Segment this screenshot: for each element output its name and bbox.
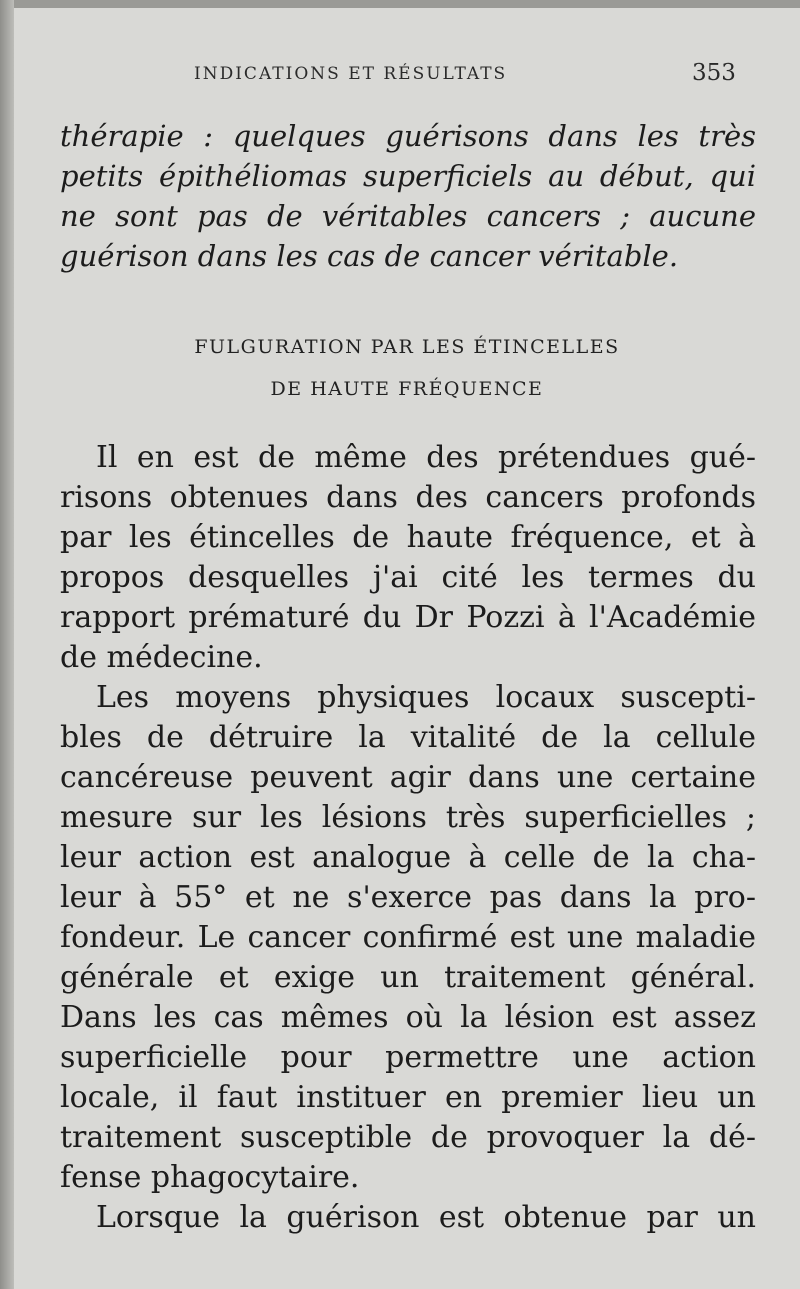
text-line: guérison dans les cas de cancer véritable. bbox=[60, 239, 679, 273]
text-line: fense phagocytaire. bbox=[60, 1160, 360, 1195]
running-title: INDICATIONS ET RÉSULTATS bbox=[194, 64, 508, 84]
text-line: leur à 55° et ne s'exerce pas dans la pro- bbox=[60, 880, 756, 915]
text-line: leur action est analogue à celle de la cha- bbox=[60, 840, 756, 875]
text-line: cancéreuse peuvent agir dans une certaine bbox=[60, 760, 756, 795]
text-line: Dans les cas mêmes où la lésion est assez bbox=[60, 1000, 756, 1035]
text-line: bles de détruire la vitalité de la cellule bbox=[60, 720, 756, 755]
text-line: Il en est de même des prétendues gué- bbox=[96, 440, 756, 475]
text-line: de médecine. bbox=[60, 640, 263, 675]
text-line: superficielle pour permettre une action bbox=[60, 1040, 756, 1075]
text-line: petits épithéliomas superficiels au début, qui bbox=[60, 159, 756, 193]
text-line: traitement susceptible de provoquer la dé- bbox=[60, 1120, 756, 1155]
text-line: par les étincelles de haute fréquence, et à bbox=[60, 520, 756, 555]
body-text bbox=[60, 438, 756, 1238]
text-line: fondeur. Le cancer confirmé est une maladie bbox=[60, 920, 756, 955]
section-title-line-1: FULGURATION PAR LES ÉTINCELLES bbox=[194, 336, 620, 358]
text-line: mesure sur les lésions très superficielles ; bbox=[60, 800, 756, 835]
text-line: générale et exige un traitement général. bbox=[60, 960, 756, 995]
text-line: rapport prématuré du Dr Pozzi à l'Académie bbox=[60, 600, 756, 635]
text-line: Lorsque la guérison est obtenue par un bbox=[96, 1200, 756, 1235]
intro-paragraph bbox=[60, 116, 756, 276]
book-page bbox=[14, 8, 800, 1289]
text-line: risons obtenues dans des cancers profonds bbox=[60, 480, 756, 515]
page-edge-shadow bbox=[0, 0, 14, 1289]
text-line: locale, il faut instituer en premier lieu un bbox=[60, 1080, 756, 1115]
page-number: 353 bbox=[692, 60, 736, 86]
section-title-line-2: DE HAUTE FRÉQUENCE bbox=[270, 378, 544, 400]
text-line: Les moyens physiques locaux suscepti- bbox=[96, 680, 756, 715]
running-header bbox=[14, 60, 800, 90]
text-line: ne sont pas de véritables cancers ; aucune bbox=[60, 199, 756, 233]
text-line: propos desquelles j'ai cité les termes du bbox=[60, 560, 756, 595]
text-line: thérapie : quelques guérisons dans les très bbox=[60, 119, 756, 153]
